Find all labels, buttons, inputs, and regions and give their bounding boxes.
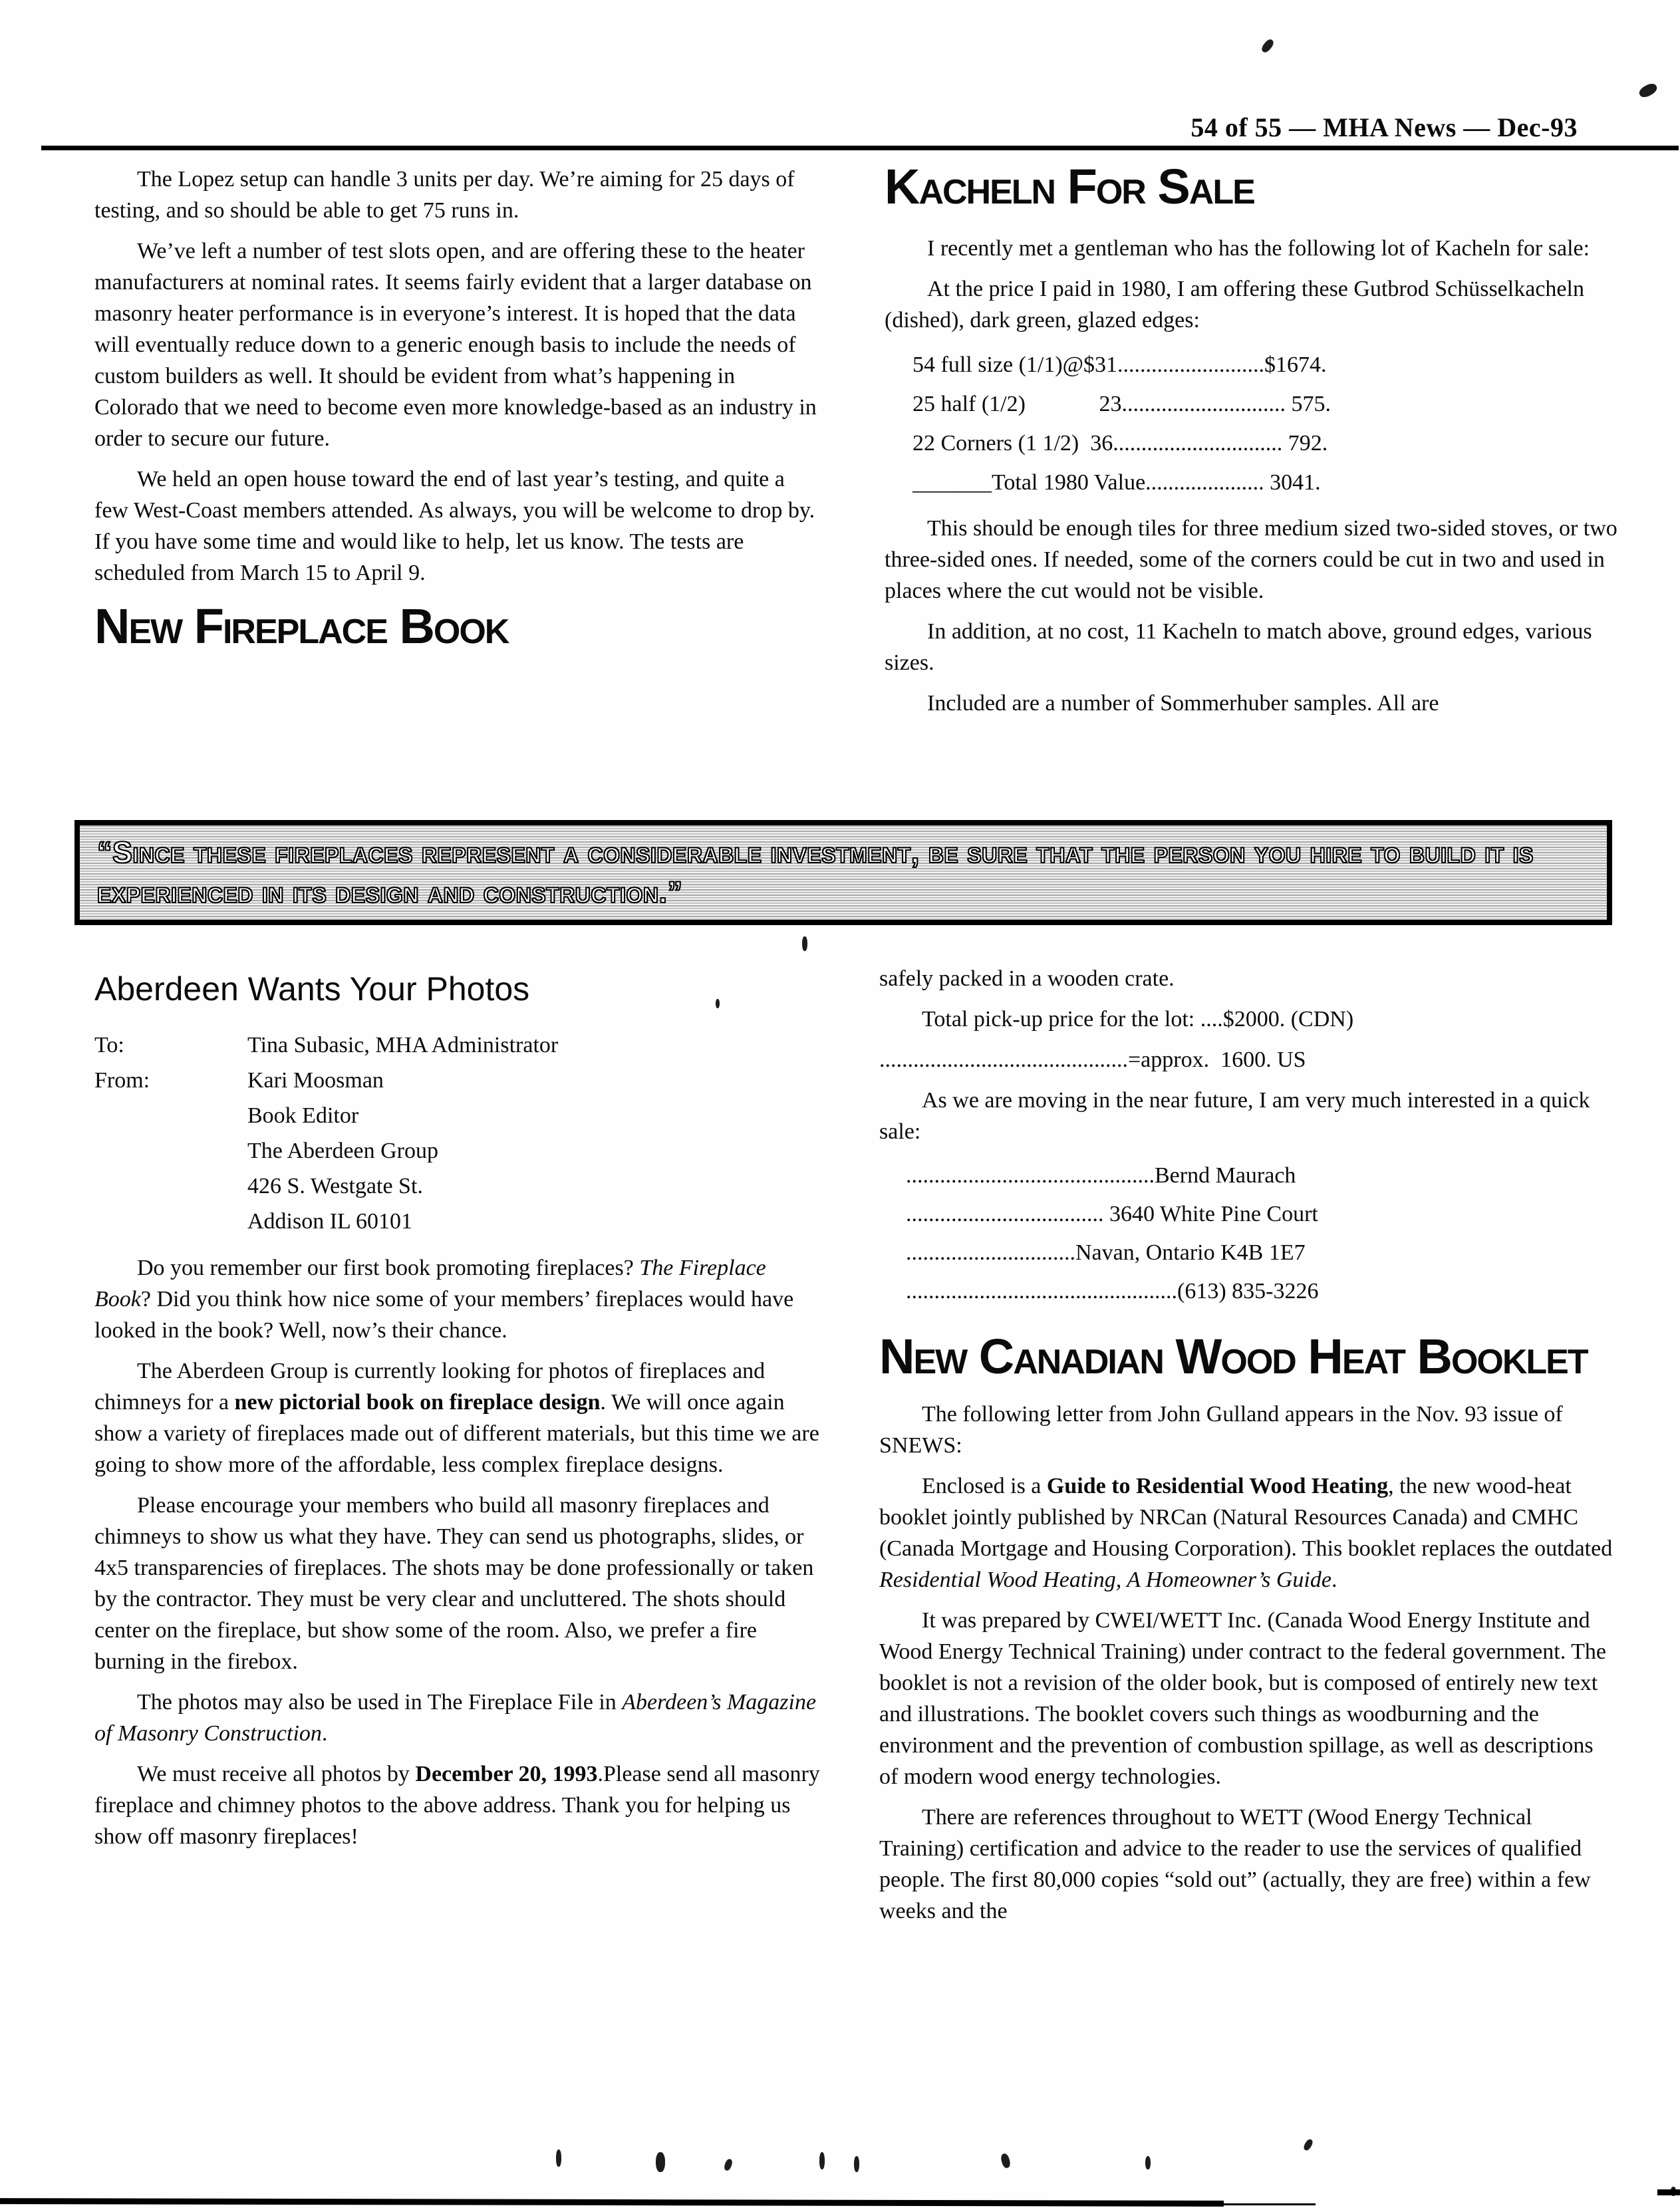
column-top-left [94,164,819,670]
quote-banner [74,820,1612,925]
scan-edge-line [1222,2203,1316,2205]
quote-banner-text: “Since these fireplaces represent a considerable investment, be sure that the person you hire to build it is experienced in its design and construction.” [97,835,1534,909]
memo-value: Kari Moosman [247,1068,384,1093]
contact-line: ............................................Bernd Maurach [906,1163,1296,1188]
paragraph: Included are a number of Sommerhuber samples. All are [927,690,1439,716]
scan-artifact [819,2152,825,2169]
memo-value: Addison IL 60101 [247,1209,413,1234]
price-line: 22 Corners (1 1/2) 36.............................. 792. [912,430,1328,456]
paragraph: In addition, at no cost, 11 Kacheln to match above, ground edges, various sizes. [885,619,1592,675]
header-rule [41,146,1679,150]
paragraph: We must receive all photos by December 20, 1993.Please send all masonry fireplace and chimney photos to the above address. Thank you for helping us show off masonry fireplaces! [94,1762,820,1849]
heading-new-fireplace-book: New Fireplace Book [94,599,509,654]
scan-edge-line [1657,2189,1680,2195]
heading-new-canadian-wood-heat-booklet: New Canadian Wood Heat Booklet [879,1329,1588,1384]
memo-label [94,1169,247,1204]
paragraph: Enclosed is a Guide to Residential Wood Heating, the new wood-heat booklet jointly published by NRCan (Natural Resources Canada) and CMHC (Canada Mortgage and Housing Corporation). This booklet replaces the outdated Residential Wood Heating, A Homeowner’s Guide. [879,1473,1613,1592]
paragraph: We held an open house toward the end of last year’s testing, and quite a few West-Coast members attended. As always, you will be welcome to drop by. If you have some time and would like to help, let us know. The tests are scheduled from March 15 to April 9. [94,467,815,585]
memo-row [94,1063,823,1098]
memo-label [94,1133,247,1169]
price-line: 54 full size (1/1)@$31..........................$1674. [912,352,1327,377]
paragraph: Total pick-up price for the lot: ....$2000. (CDN) [922,1007,1354,1032]
contact-line: ................................................(613) 835-3226 [906,1279,1319,1304]
memo-block [94,1028,823,1239]
scan-artifact [723,2158,734,2171]
paragraph: ............................................=approx. 1600. US [879,1047,1306,1072]
scan-artifact [1000,2153,1011,2169]
column-top-right [885,158,1619,728]
memo-label [94,1098,247,1133]
scan-artifact [716,999,720,1008]
memo-row [94,1204,823,1239]
memo-value: Book Editor [247,1103,359,1128]
memo-row [94,1133,823,1169]
paragraph: I recently met a gentleman who has the following lot of Kacheln for sale: [927,235,1590,261]
scan-artifact [1145,2156,1151,2169]
paragraph: Please encourage your members who build all masonry fireplaces and chimneys to show us what they have. They can send us photographs, slides, or 4x5 transparencies of fireplaces. The shots may be done professionally or taken by the contractor. They must be very clear and uncluttered. The shots should center on the fireplace, but show some of the room. Also, we prefer a fire burning in the firebox. [94,1493,814,1674]
contact-line: ................................... 3640 White Pine Court [906,1202,1318,1226]
memo-label [94,1204,247,1239]
scan-artifact [1637,81,1659,99]
paragraph: Do you remember our first book promoting fireplaces? The Fireplace Book? Did you think how nice some of your members’ fireplaces would have looked in the book? Well, now’s their chance. [94,1256,794,1343]
memo-row [94,1098,823,1133]
scan-artifact [1302,2138,1314,2152]
memo-row [94,1169,823,1204]
scan-artifact [656,2152,665,2172]
heading-kacheln-for-sale: Kacheln For Sale [885,159,1254,214]
paragraph: There are references throughout to WETT (Wood Energy Technical Training) certification and advice to the reader to use the services of qualified people. The first 80,000 copies “sold out” (actually, they are free) within a few weeks and the [879,1804,1591,1923]
heading-aberdeen-wants-your-photos: Aberdeen Wants Your Photos [94,970,530,1008]
column-bottom-right [879,963,1617,1936]
memo-value: Tina Subasic, MHA Administrator [247,1033,559,1057]
memo-label: From: [94,1068,150,1093]
scan-artifact [802,936,807,951]
memo-label: To: [94,1033,124,1057]
scan-artifact [556,2149,561,2167]
contact-block [879,1157,1617,1311]
paragraph: safely packed in a wooden crate. [879,966,1175,991]
contact-line: ..............................Navan, Ontario K4B 1E7 [906,1240,1306,1265]
memo-row [94,1028,823,1063]
price-list [885,345,1619,502]
price-line-total: _______Total 1980 Value..................... 3041. [912,470,1321,495]
paragraph: This should be enough tiles for three medium sized two-sided stoves, or two three-sided ones. If needed, some of the corners could be cut in two and used in places where the cut would not be visible. [885,515,1617,603]
paragraph: At the price I paid in 1980, I am offering these Gutbrod Schüsselkacheln (dished), dark green, glazed edges: [885,276,1584,333]
paragraph: The following letter from John Gulland appears in the Nov. 93 issue of SNEWS: [879,1401,1563,1458]
scan-edge-line [0,2198,1224,2207]
paragraph: The Lopez setup can handle 3 units per day. We’re aiming for 25 days of testing, and so should be able to get 75 runs in. [94,167,795,223]
paragraph: It was prepared by CWEI/WETT Inc. (Canada Wood Energy Institute and Wood Energy Technical Training) under contract to the federal government. The booklet is not a revision of the older book, but is composed of entirely new text and illustrations. The booklet covers such things as woodburning and the environment and the prevention of combustion spillage, as well as descriptions of modern wood energy technologies. [879,1607,1606,1789]
scan-artifact [854,2156,859,2172]
price-line: 25 half (1/2) 23............................. 575. [912,391,1331,416]
paragraph: The photos may also be used in The Fireplace File in Aberdeen’s Magazine of Masonry Construction. [94,1690,817,1746]
paragraph: As we are moving in the near future, I am very much interested in a quick sale: [879,1088,1590,1144]
memo-value: The Aberdeen Group [247,1139,439,1163]
scan-artifact [1260,38,1275,55]
paragraph: The Aberdeen Group is currently looking for photos of fireplaces and chimneys for a new pictorial book on fireplace design. We will once again show a variety of fireplaces made out of different materials, but this time we are going to show more of the affordable, less complex fireplace designs. [94,1359,819,1477]
memo-value: 426 S. Westgate St. [247,1174,423,1198]
paragraph: We’ve left a number of test slots open, and are offering these to the heater manufacturers at nominal rates. It seems fairly evident that a larger database on masonry heater performance is in everyone’s interest. It is hoped that the data will eventually reduce down to a generic enough basis to include the needs of custom builders as well. It should be evident from what’s happening in Colorado that we need to become even more knowledge-based as an industry in order to secure our future. [94,239,817,451]
column-bottom-left [94,971,823,1862]
page-header: 54 of 55 — MHA News — Dec-93 [1190,112,1578,142]
